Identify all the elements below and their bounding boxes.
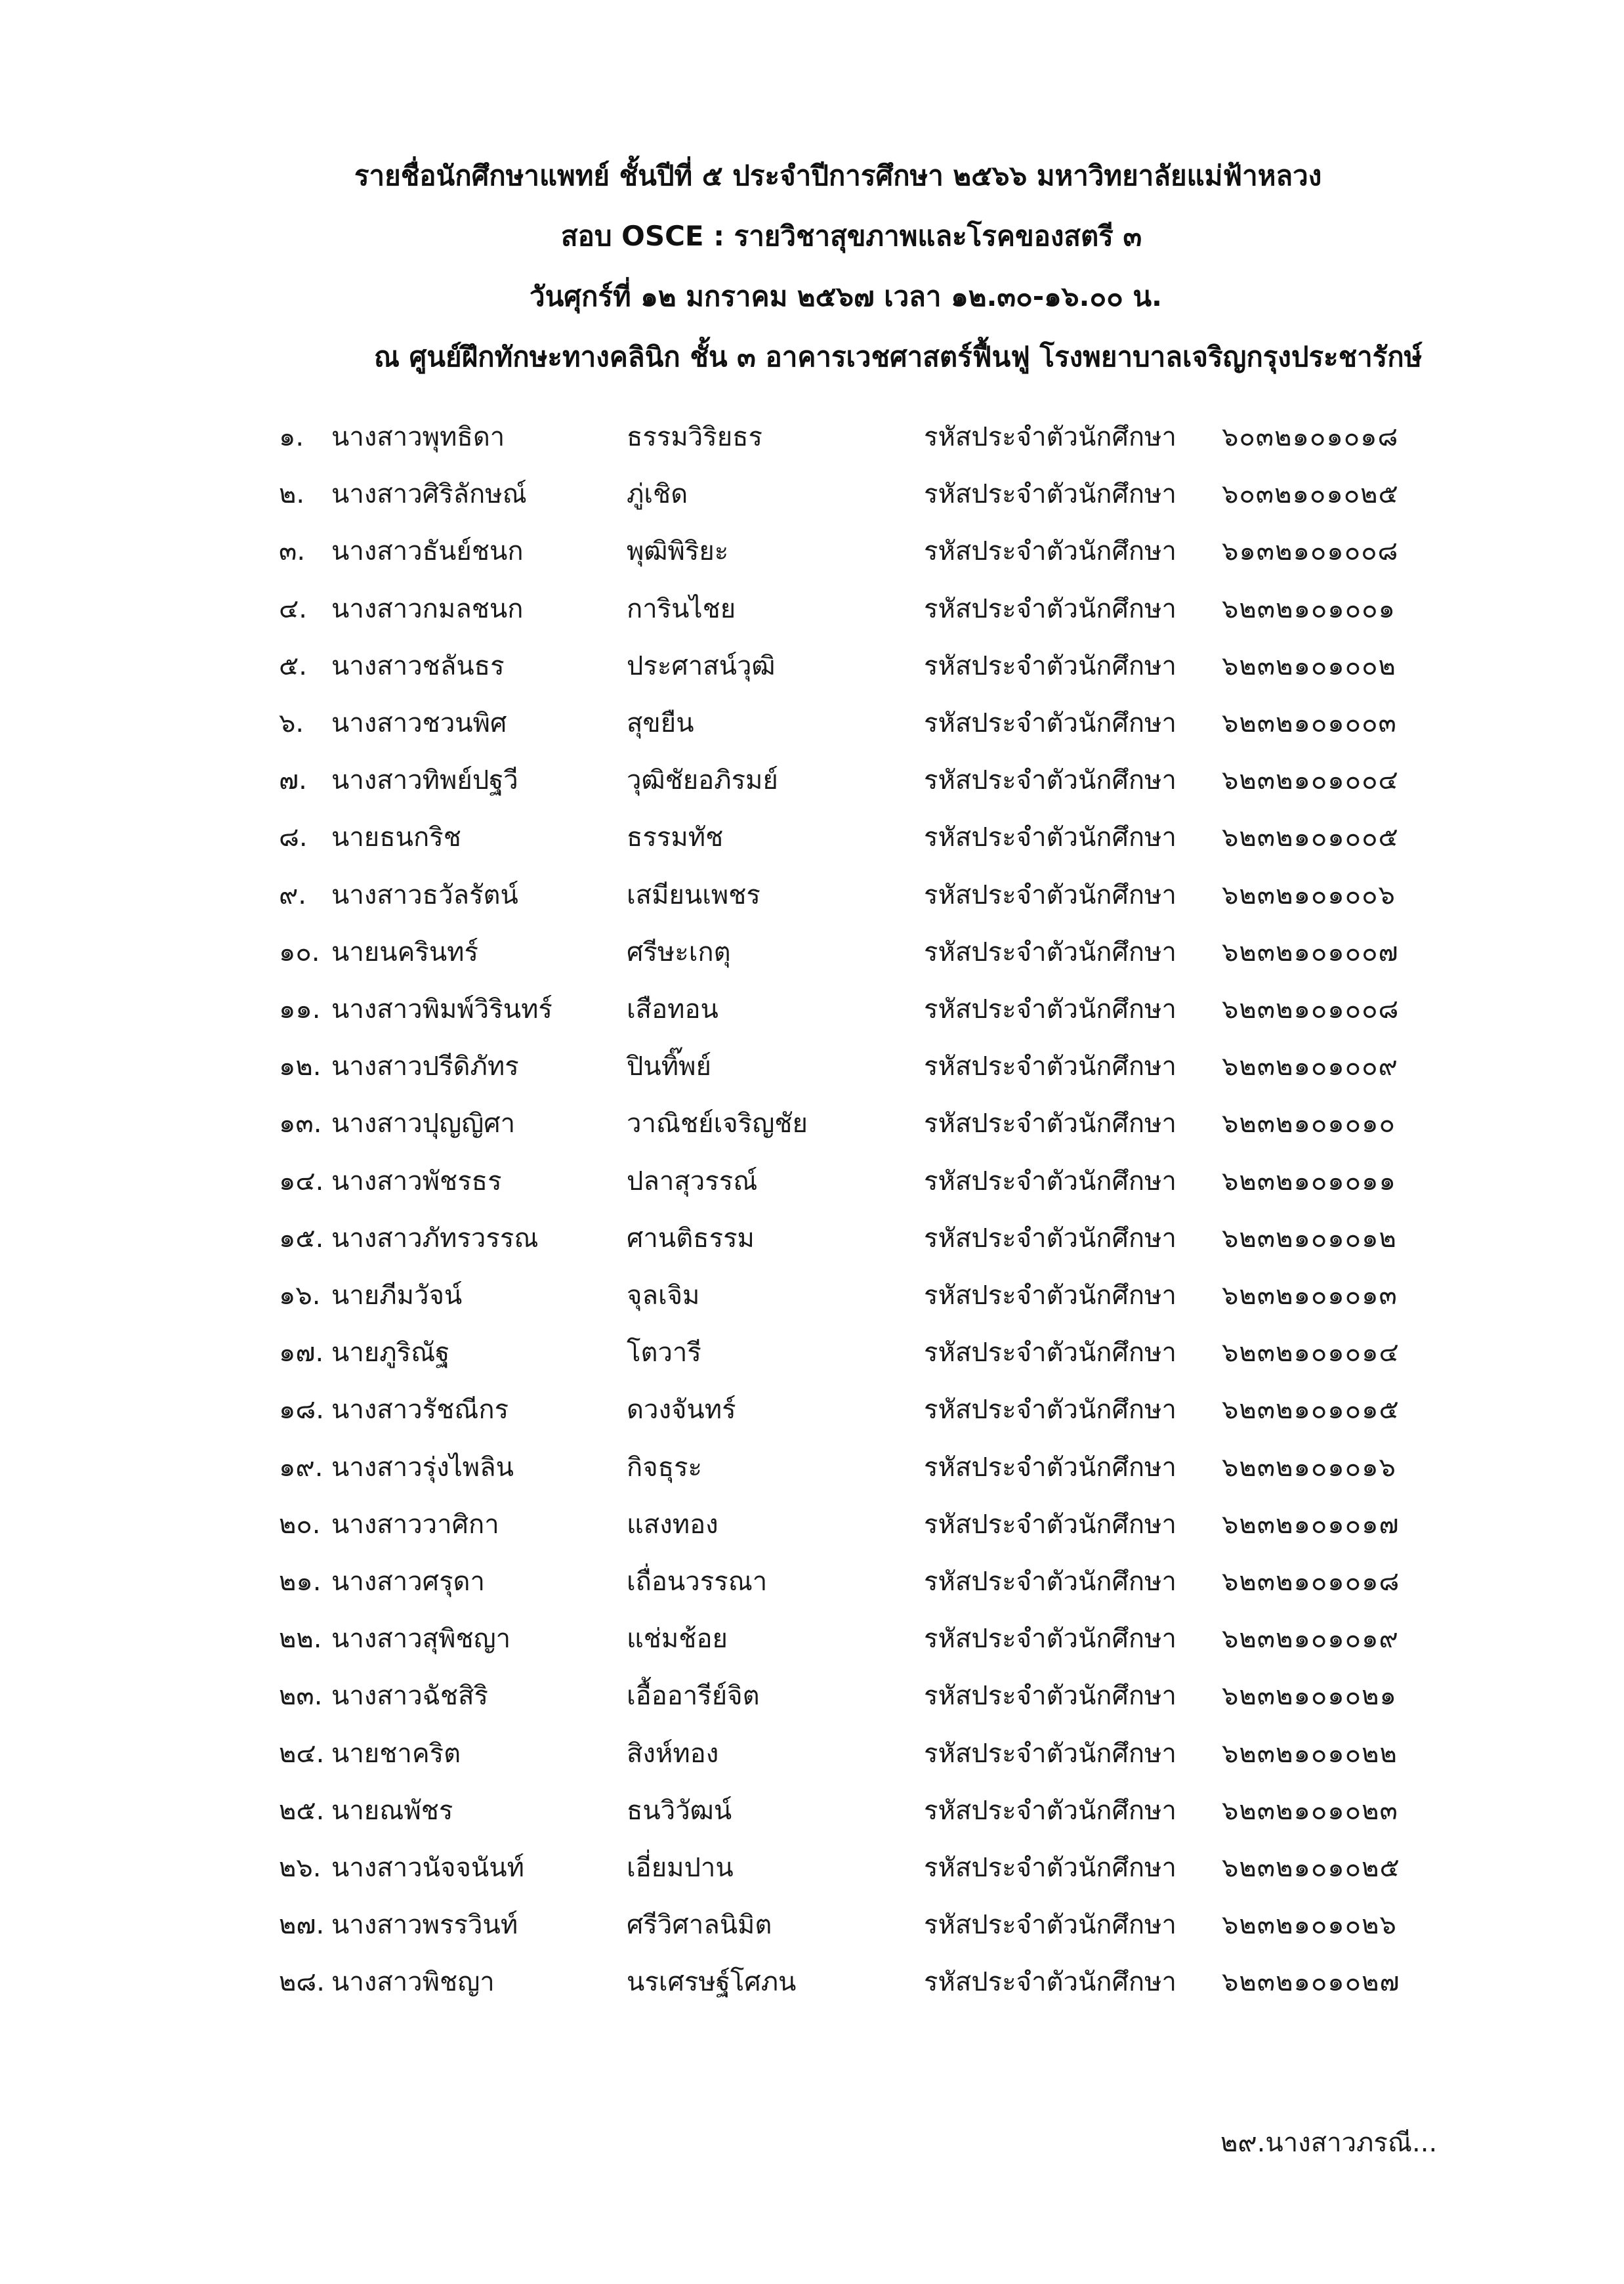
student-id: ๖๒๓๒๑๐๑๐๑๑ [1222, 1166, 1396, 1196]
header-exam: สอบ OSCE : รายวิชาสุขภาพและโรคของสตรี ๓ [561, 220, 1142, 252]
student-first-name: นางสาวฉัชสิริ [331, 1681, 488, 1712]
student-first-name: นางสาวพิมพ์วิรินทร์ [331, 994, 552, 1025]
student-row [0, 1558, 1624, 1605]
student-number: ๑๐. [279, 937, 320, 967]
student-row [0, 1730, 1624, 1777]
student-last-name: โตวารี [627, 1338, 701, 1368]
student-first-name: นางสาวสุพิชญา [331, 1624, 511, 1655]
student-row [0, 585, 1624, 633]
student-last-name: ดวงจันทร์ [627, 1395, 736, 1426]
student-first-name: นางสาวศรุดา [331, 1567, 485, 1597]
student-last-name: ศรีวิศาลนิมิต [627, 1910, 772, 1941]
student-id: ๖๒๓๒๑๐๑๐๐๙ [1222, 1051, 1398, 1082]
student-id: ๖๒๓๒๑๐๑๐๑๖ [1222, 1452, 1396, 1483]
student-last-name: วุฒิชัยอภิรมย์ [627, 765, 778, 796]
student-row [0, 1158, 1624, 1205]
student-row [0, 700, 1624, 747]
student-number: ๙. [279, 879, 307, 910]
student-id: ๖๒๓๒๑๐๑๐๑๐ [1222, 1109, 1396, 1139]
student-number: ๑. [279, 422, 304, 452]
student-first-name: นายธนกริช [331, 822, 461, 853]
student-first-name: นางสาวชลันธร [331, 650, 505, 681]
student-number: ๒๓. [279, 1681, 323, 1712]
student-row [0, 471, 1624, 518]
student-id-label: รหัสประจำตัวนักศึกษา [924, 1338, 1176, 1368]
student-id-label: รหัสประจำตัวนักศึกษา [924, 1738, 1176, 1769]
student-last-name: จุลเจิม [627, 1280, 700, 1311]
student-row [0, 1615, 1624, 1662]
student-id-label: รหัสประจำตัวนักศึกษา [924, 1395, 1176, 1426]
student-id-label: รหัสประจำตัวนักศึกษา [924, 650, 1176, 681]
student-id-label: รหัสประจำตัวนักศึกษา [924, 1452, 1176, 1483]
student-id: ๖๒๓๒๑๐๑๐๑๘ [1222, 1567, 1400, 1597]
student-id-label: รหัสประจำตัวนักศึกษา [924, 422, 1176, 452]
student-first-name: นางสาววาศิกา [331, 1509, 499, 1540]
student-first-name: นางสาวรัชณีกร [331, 1395, 509, 1426]
student-last-name: เสือทอน [627, 994, 718, 1025]
student-id: ๖๒๓๒๑๐๑๐๒๒ [1222, 1738, 1398, 1769]
student-number: ๒๔. [279, 1738, 325, 1769]
student-number: ๖. [279, 708, 304, 738]
student-last-name: ประศาสน์วุฒิ [627, 650, 776, 681]
student-first-name: นางสาวพิชญา [331, 1967, 495, 1998]
student-id: ๖๐๓๒๑๐๑๐๑๘ [1222, 422, 1399, 452]
student-id: ๖๒๓๒๑๐๑๐๑๔ [1222, 1338, 1400, 1368]
student-first-name: นางสาวกมลชนก [331, 593, 524, 624]
continuation-note: ๒๙.นางสาวภรณี... [1220, 2128, 1438, 2158]
student-last-name: เอี่ยมปาน [627, 1853, 734, 1883]
student-last-name: ธนวิวัฒน์ [627, 1795, 732, 1826]
student-first-name: นางสาวพุทธิดา [331, 422, 505, 452]
student-last-name: สิงห์ทอง [627, 1738, 719, 1769]
student-row [0, 1501, 1624, 1548]
student-id-label: รหัสประจำตัวนักศึกษา [924, 1910, 1176, 1941]
student-last-name: ธรรมวิริยธร [627, 422, 763, 452]
student-id-label: รหัสประจำตัวนักศึกษา [924, 1509, 1176, 1540]
student-number: ๗. [279, 765, 307, 796]
student-first-name: นางสาวภัทรวรรณ [331, 1223, 539, 1254]
student-number: ๒๒. [279, 1624, 322, 1655]
student-number: ๕. [279, 650, 307, 681]
student-id: ๖๒๓๒๑๐๑๐๑๒ [1222, 1223, 1397, 1254]
student-id: ๖๒๓๒๑๐๑๐๒๓ [1222, 1795, 1398, 1826]
student-last-name: ธรรมทัช [627, 822, 724, 853]
student-row [0, 1958, 1624, 2006]
student-row [0, 929, 1624, 976]
student-last-name: ปลาสุวรรณ์ [627, 1166, 758, 1196]
student-last-name: พุฒิพิริยะ [627, 536, 729, 567]
student-last-name: ศรีษะเกตุ [627, 937, 731, 967]
student-row [0, 1444, 1624, 1491]
student-first-name: นายภีมวัจน์ [331, 1280, 463, 1311]
student-first-name: นายชาคริต [331, 1738, 461, 1769]
student-row [0, 1329, 1624, 1376]
student-id-label: รหัสประจำตัวนักศึกษา [924, 536, 1176, 567]
header-title: รายชื่อนักศึกษาแพทย์ ชั้นปีที่ ๕ ประจำปีการศึกษา ๒๕๖๖ มหาวิทยาลัยแม่ฟ้าหลวง [354, 159, 1322, 192]
student-number: ๑๗. [279, 1338, 324, 1368]
student-number: ๑๑. [279, 994, 321, 1025]
student-id-label: รหัสประจำตัวนักศึกษา [924, 593, 1176, 624]
header-date: วันศุกร์ที่ ๑๒ มกราคม ๒๕๖๗ เวลา ๑๒.๓๐-๑๖.๐๐ น. [530, 280, 1163, 312]
student-last-name: วาณิชย์เจริญชัย [627, 1109, 808, 1139]
student-last-name: ปินทิ๊พย์ [627, 1051, 711, 1082]
student-number: ๑๕. [279, 1223, 324, 1254]
student-id-label: รหัสประจำตัวนักศึกษา [924, 937, 1176, 967]
student-row [0, 1672, 1624, 1720]
student-first-name: นายภูริณัฐ [331, 1338, 450, 1368]
student-id: ๖๒๓๒๑๐๑๐๒๕ [1222, 1853, 1400, 1883]
student-number: ๒๘. [279, 1967, 325, 1998]
student-id: ๖๑๓๒๑๐๑๐๐๘ [1222, 536, 1399, 567]
student-last-name: เอื้ออารีย์จิต [627, 1681, 760, 1712]
student-id: ๖๒๓๒๑๐๑๐๐๕ [1222, 822, 1399, 853]
student-last-name: สุขยืน [627, 708, 694, 738]
student-id: ๖๒๓๒๑๐๑๐๑๗ [1222, 1509, 1400, 1540]
student-id-label: รหัสประจำตัวนักศึกษา [924, 1223, 1176, 1254]
student-row [0, 757, 1624, 804]
student-id-label: รหัสประจำตัวนักศึกษา [924, 994, 1176, 1025]
student-id: ๖๒๓๒๑๐๑๐๐๓ [1222, 708, 1397, 738]
student-first-name: นางสาวศิริลักษณ์ [331, 479, 527, 510]
student-first-name: นางสาวทิพย์ปฐวี [331, 765, 518, 796]
student-first-name: นางสาวนัจจนันท์ [331, 1853, 524, 1883]
student-id: ๖๒๓๒๑๐๑๐๒๖ [1222, 1910, 1397, 1941]
student-row [0, 872, 1624, 919]
student-number: ๒๑. [279, 1567, 322, 1597]
student-row [0, 413, 1624, 461]
student-number: ๑๓. [279, 1109, 322, 1139]
student-id-label: รหัสประจำตัวนักศึกษา [924, 1681, 1176, 1712]
student-last-name: เสมียนเพชร [627, 879, 760, 910]
student-row [0, 1215, 1624, 1262]
student-row [0, 814, 1624, 861]
student-last-name: ศานติธรรม [627, 1223, 755, 1254]
student-number: ๑๘. [279, 1395, 324, 1426]
student-row [0, 1043, 1624, 1090]
student-row [0, 1844, 1624, 1892]
student-row [0, 1386, 1624, 1433]
student-number: ๒. [279, 479, 305, 510]
student-number: ๔. [279, 593, 307, 624]
student-row [0, 1787, 1624, 1834]
student-last-name: นรเศรษฐ์โศภน [627, 1967, 797, 1998]
student-id-label: รหัสประจำตัวนักศึกษา [924, 1166, 1176, 1196]
header-venue: ณ ศูนย์ฝึกทักษะทางคลินิก ชั้น ๓ อาคารเวชศาสตร์ฟื้นฟู โรงพยาบาลเจริญกรุงประชารักษ์ [374, 341, 1423, 373]
student-id: ๖๒๓๒๑๐๑๐๑๕ [1222, 1395, 1400, 1426]
student-first-name: นางสาวพัชรธร [331, 1166, 502, 1196]
student-id: ๖๒๓๒๑๐๑๐๐๔ [1222, 765, 1399, 796]
student-row [0, 1100, 1624, 1147]
student-id: ๖๒๓๒๑๐๑๐๒๑ [1222, 1681, 1397, 1712]
student-number: ๑๖. [279, 1280, 321, 1311]
student-number: ๓. [279, 536, 306, 567]
student-id: ๖๒๓๒๑๐๑๐๐๘ [1222, 994, 1400, 1025]
student-number: ๒๐. [279, 1509, 321, 1540]
student-row [0, 986, 1624, 1033]
student-first-name: นายณพัชร [331, 1795, 453, 1826]
student-row [0, 1901, 1624, 1949]
student-id: ๖๒๓๒๑๐๑๐๒๗ [1222, 1967, 1400, 1998]
student-first-name: นางสาวรุ่งไพลิน [331, 1452, 514, 1483]
student-id-label: รหัสประจำตัวนักศึกษา [924, 879, 1176, 910]
student-first-name: นางสาวชวนพิศ [331, 708, 507, 738]
student-id: ๖๒๓๒๑๐๑๐๑๓ [1222, 1280, 1398, 1311]
student-id-label: รหัสประจำตัวนักศึกษา [924, 1795, 1176, 1826]
student-id-label: รหัสประจำตัวนักศึกษา [924, 1109, 1176, 1139]
student-last-name: กิจธุระ [627, 1452, 703, 1483]
student-id: ๖๐๓๒๑๐๑๐๒๕ [1222, 479, 1399, 510]
student-last-name: เถื่อนวรรณา [627, 1567, 768, 1597]
student-number: ๒๗. [279, 1910, 325, 1941]
student-id-label: รหัสประจำตัวนักศึกษา [924, 1624, 1176, 1655]
student-first-name: นางสาวพรรวินท์ [331, 1910, 518, 1941]
student-id-label: รหัสประจำตัวนักศึกษา [924, 479, 1176, 510]
student-number: ๒๕. [279, 1795, 325, 1826]
student-id: ๖๒๓๒๑๐๑๐๐๑ [1222, 593, 1396, 624]
student-first-name: นางสาวธันย์ชนก [331, 536, 524, 567]
student-last-name: การินไชย [627, 593, 736, 624]
student-id-label: รหัสประจำตัวนักศึกษา [924, 1967, 1176, 1998]
student-first-name: นางสาวปุญญิศา [331, 1109, 516, 1139]
student-id: ๖๒๓๒๑๐๑๐๐๗ [1222, 937, 1399, 967]
student-id-label: รหัสประจำตัวนักศึกษา [924, 1853, 1176, 1883]
student-row [0, 1272, 1624, 1319]
student-first-name: นายนครินทร์ [331, 937, 479, 967]
student-id-label: รหัสประจำตัวนักศึกษา [924, 708, 1176, 738]
student-number: ๒๖. [279, 1853, 322, 1883]
student-id: ๖๒๓๒๑๐๑๐๐๒ [1222, 650, 1396, 681]
student-number: ๑๙. [279, 1452, 323, 1483]
student-id-label: รหัสประจำตัวนักศึกษา [924, 1567, 1176, 1597]
student-number: ๑๔. [279, 1166, 324, 1196]
student-id: ๖๒๓๒๑๐๑๐๐๖ [1222, 879, 1396, 910]
student-number: ๘. [279, 822, 308, 853]
student-id: ๖๒๓๒๑๐๑๐๑๙ [1222, 1624, 1399, 1655]
student-last-name: ภู่เชิด [627, 479, 688, 510]
student-id-label: รหัสประจำตัวนักศึกษา [924, 1280, 1176, 1311]
student-last-name: แสงทอง [627, 1509, 718, 1540]
student-id-label: รหัสประจำตัวนักศึกษา [924, 822, 1176, 853]
student-first-name: นางสาวธวัลรัตน์ [331, 879, 518, 910]
student-id-label: รหัสประจำตัวนักศึกษา [924, 1051, 1176, 1082]
student-number: ๑๒. [279, 1051, 322, 1082]
student-last-name: แช่มช้อย [627, 1624, 728, 1655]
student-row [0, 528, 1624, 575]
student-row [0, 643, 1624, 690]
student-id-label: รหัสประจำตัวนักศึกษา [924, 765, 1176, 796]
student-first-name: นางสาวปรีดิภัทร [331, 1051, 519, 1082]
